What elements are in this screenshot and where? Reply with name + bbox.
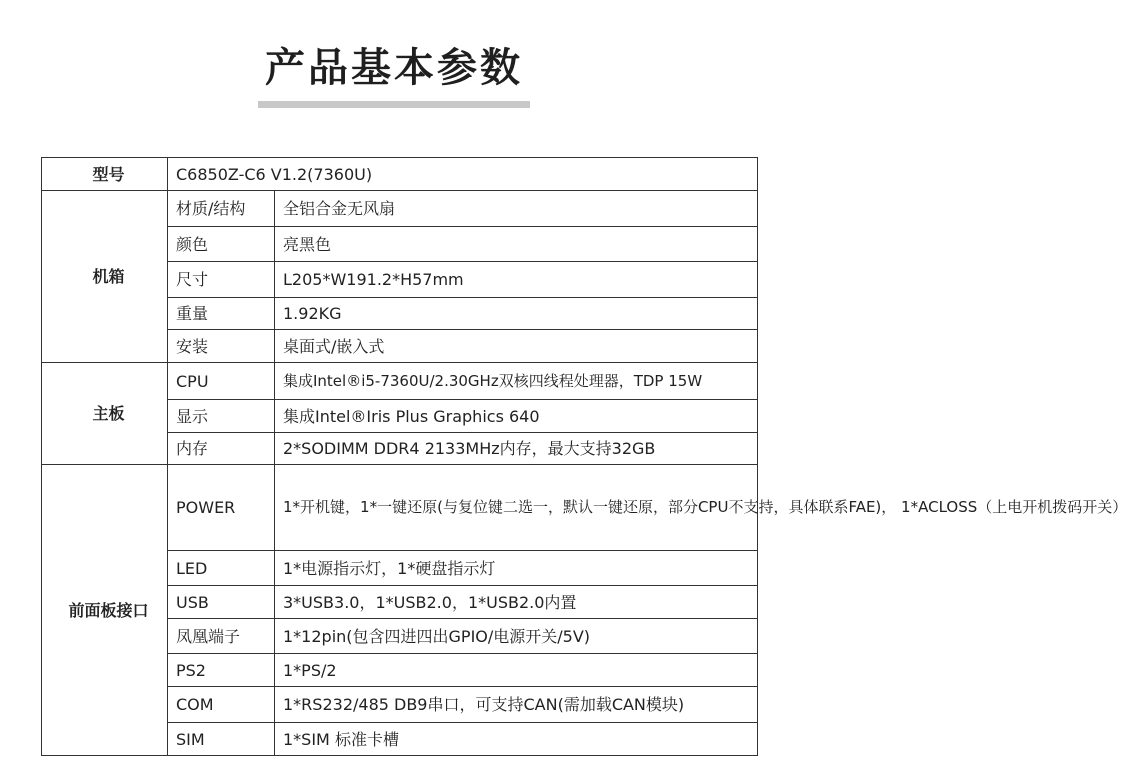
spec-key: SIM [168,723,275,756]
spec-key: PS2 [168,654,275,687]
spec-key: 尺寸 [168,262,275,298]
table-row [42,465,758,551]
spec-key: 安装 [168,330,275,363]
spec-value: 集成Intel®i5-7360U/2.30GHz双核四线程处理器，TDP 15W [275,363,758,400]
model-value: C6850Z-C6 V1.2(7360U) [168,158,758,191]
spec-key: 显示 [168,400,275,433]
spec-value: L205*W191.2*H57mm [275,262,758,298]
table-row-model [42,158,758,191]
spec-value: 集成Intel®Iris Plus Graphics 640 [275,400,758,433]
spec-value: 亮黑色 [275,227,758,262]
spec-table [41,157,1127,756]
spec-key: LED [168,551,275,586]
spec-value: 1*开机键，1*一键还原(与复位键二选一，默认一键还原，部分CPU不支持，具体联系FAE)， 1*ACLOSS（上电开机拨码开关） [275,465,758,551]
group-label-front-panel: 前面板接口 [42,465,168,756]
spec-key: 重量 [168,298,275,330]
page-title: 产品基本参数 [265,45,523,91]
spec-value: 1*RS232/485 DB9串口，可支持CAN(需加载CAN模块) [275,687,758,723]
spec-value: 全铝合金无风扇 [275,191,758,227]
spec-key: POWER [168,465,275,551]
group-label-mainboard: 主板 [42,363,168,465]
spec-key: USB [168,586,275,619]
spec-value: 1*电源指示灯，1*硬盘指示灯 [275,551,758,586]
spec-value: 1.92KG [275,298,758,330]
spec-value: 1*SIM 标准卡槽 [275,723,758,756]
spec-value: 2*SODIMM DDR4 2133MHz内存，最大支持32GB [275,433,758,465]
spec-key: 内存 [168,433,275,465]
spec-key: 材质/结构 [168,191,275,227]
spec-key: 凤凰端子 [168,619,275,654]
group-label-chassis: 机箱 [42,191,168,363]
spec-key: 颜色 [168,227,275,262]
table-row [42,363,758,400]
model-label: 型号 [42,158,168,191]
title-underline [258,101,530,108]
table-row [42,191,758,227]
spec-value: 桌面式/嵌入式 [275,330,758,363]
spec-value: 1*PS/2 [275,654,758,687]
title-area [0,40,788,96]
spec-key: COM [168,687,275,723]
spec-value: 1*12pin(包含四进四出GPIO/电源开关/5V) [275,619,758,654]
spec-value: 3*USB3.0，1*USB2.0，1*USB2.0内置 [275,586,758,619]
spec-key: CPU [168,363,275,400]
